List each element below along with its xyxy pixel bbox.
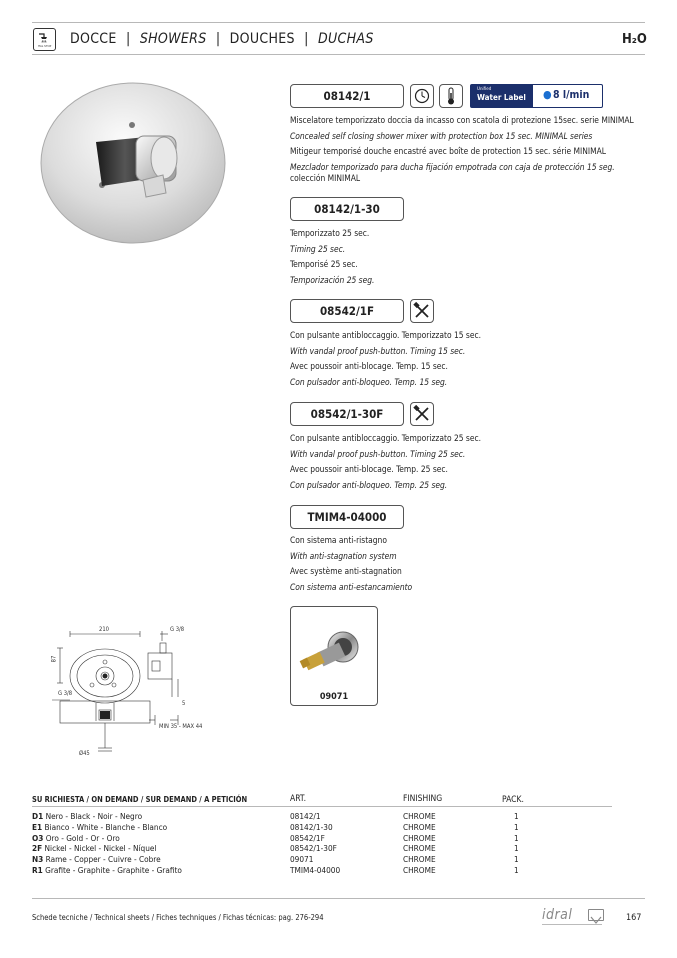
dim-width: 210 bbox=[99, 627, 109, 633]
desc-line: Temporización 25 seg. bbox=[290, 274, 375, 285]
desc-line: Timing 25 sec. bbox=[290, 243, 346, 254]
desc-line: Temporisé 25 sec. bbox=[290, 259, 358, 270]
table-cell: 1 bbox=[514, 854, 519, 865]
page-title bbox=[70, 31, 374, 47]
header-bottom-rule bbox=[32, 54, 645, 55]
product-description-08142-1-30 bbox=[290, 226, 374, 288]
column-pack: PACK. bbox=[502, 795, 524, 805]
table-cell: CHROME bbox=[403, 843, 436, 854]
desc-line: With anti-stagnation system bbox=[290, 550, 397, 561]
product-description-08542-1-30f bbox=[290, 431, 481, 493]
list-item: 2F Nickel - Nickel - Nickel - Níquel bbox=[32, 843, 157, 854]
footer-rule bbox=[32, 898, 645, 899]
dim-depth-range: MIN 35 - MAX 44 bbox=[159, 724, 203, 730]
finishes-header: SU RICHIESTA / ON DEMAND / SUR DEMAND / A PETICIÓN bbox=[32, 795, 248, 804]
product-description-08142-1 bbox=[290, 113, 634, 184]
desc-line: Con sistema anti-estancamiento bbox=[290, 581, 413, 592]
desc-line: Miscelatore temporizzato doccia da incasso con scatola di protezione 15sec. serie MINIMAL bbox=[290, 115, 634, 125]
finishes-list bbox=[32, 811, 182, 876]
water-drop-icon: ● bbox=[543, 88, 552, 101]
desc-line: Concealed self closing shower mixer with protection box 15 sec. MINIMAL series bbox=[290, 130, 593, 141]
product-code-08142-1-30: 08142/1-30 bbox=[290, 197, 404, 221]
thermometer-icon bbox=[439, 84, 463, 108]
table-cell: CHROME bbox=[403, 821, 436, 832]
desc-line: Temporizzato 25 sec. bbox=[290, 228, 370, 238]
table-cell: CHROME bbox=[403, 864, 436, 875]
desc-line: With vandal proof push-button. Timing 25 sec. bbox=[290, 448, 466, 459]
brand-logo-tagline bbox=[542, 924, 602, 925]
brand-logo-text: idral bbox=[542, 907, 573, 923]
desc-line: Avec poussoir anti-blocage. Temp. 15 sec. bbox=[290, 361, 448, 372]
table-cell: CHROME bbox=[403, 832, 436, 843]
list-item: O3 Oro - Gold - Or - Oro bbox=[32, 832, 120, 843]
desc-line: Mitigeur temporisé douche encastré avec boîte de protection 15 sec. série MINIMAL bbox=[290, 146, 606, 157]
accessory-code: 09071 bbox=[319, 692, 349, 702]
list-item: N3 Rame - Copper - Cuivre - Cobre bbox=[32, 854, 161, 865]
title-part-1: SHOWERS bbox=[139, 31, 207, 47]
tools-icon bbox=[410, 299, 434, 323]
product-description-08542-1f bbox=[290, 328, 481, 390]
title-part-2: DOUCHES bbox=[229, 31, 295, 47]
dim-thread-top: G 3/8 bbox=[170, 627, 185, 633]
title-part-3: DUCHAS bbox=[318, 31, 374, 47]
page-number: 167 bbox=[626, 913, 642, 923]
table-cell: 09071 bbox=[290, 854, 314, 865]
water-label-small-text: Unified bbox=[477, 87, 492, 92]
dim-height: 87 bbox=[51, 655, 58, 663]
product-code-08542-1f: 08542/1F bbox=[290, 299, 404, 323]
h2o-label: H₂O bbox=[622, 32, 647, 47]
technical-sheets-reference: Schede tecniche / Technical sheets / Fiches techniques / Fichas técnicas: pag. 276-294 bbox=[32, 913, 324, 922]
column-art: ART. bbox=[290, 794, 307, 804]
dim-plate: 5 bbox=[182, 701, 186, 707]
timer-icon bbox=[410, 84, 434, 108]
table-cell: 1 bbox=[514, 843, 519, 854]
brand-logo bbox=[540, 905, 606, 929]
brand-logo-mark bbox=[588, 909, 604, 921]
column-finishing: FINISHING bbox=[403, 794, 443, 804]
finishing-column bbox=[403, 811, 436, 876]
table-cell: CHROME bbox=[403, 811, 436, 821]
dim-diameter: Ø45 bbox=[79, 751, 90, 757]
shower-category-icon bbox=[33, 28, 56, 51]
desc-line: Con pulsador anti-bloqueo. Temp. 15 seg. bbox=[290, 376, 448, 387]
product-description-tmim4-04000 bbox=[290, 533, 412, 595]
header-top-rule bbox=[32, 22, 645, 23]
desc-line: Con sistema anti-ristagno bbox=[290, 535, 387, 545]
product-code-tmim4-04000: TMIM4-04000 bbox=[290, 505, 404, 529]
desc-line: Con pulsante antibloccaggio. Temporizzato 15 sec. bbox=[290, 330, 482, 340]
water-flow-rate: 8 l/min bbox=[553, 89, 590, 101]
desc-line: With vandal proof push-button. Timing 15 sec. bbox=[290, 345, 466, 356]
accessory-card-09071 bbox=[290, 606, 378, 706]
desc-line: Con pulsador anti-bloqueo. Temp. 25 seg. bbox=[290, 479, 448, 490]
title-separator: | bbox=[125, 31, 131, 47]
table-cell: 08142/1-30 bbox=[290, 821, 333, 832]
table-cell: 1 bbox=[514, 864, 519, 875]
accessory-photo bbox=[291, 607, 377, 687]
product-code-08142-1: 08142/1 bbox=[290, 84, 404, 108]
list-item: R1 Grafite - Graphite - Graphite - Grafito bbox=[32, 864, 182, 875]
shower-mixer-photo bbox=[38, 80, 226, 246]
table-cell: 1 bbox=[514, 832, 519, 843]
title-separator: | bbox=[215, 31, 221, 47]
tools-icon bbox=[410, 402, 434, 426]
table-cell: CHROME bbox=[403, 854, 436, 865]
shower-icon-label: ITAL STOP bbox=[37, 44, 52, 48]
title-part-0: DOCCE bbox=[70, 31, 117, 47]
table-cell: 1 bbox=[514, 811, 519, 821]
list-item: E1 Bianco - White - Blanche - Blanco bbox=[32, 821, 168, 832]
pack-column bbox=[514, 811, 519, 876]
table-cell: 08542/1F bbox=[290, 832, 325, 843]
dim-thread-side: G 3/8 bbox=[58, 691, 73, 697]
desc-line: Avec système anti-stagnation bbox=[290, 566, 402, 577]
desc-line: Avec poussoir anti-blocage. Temp. 25 sec. bbox=[290, 464, 448, 475]
list-item: D1 Nero - Black - Noir - Negro bbox=[32, 811, 143, 821]
art-column bbox=[290, 811, 340, 876]
table-rule bbox=[32, 806, 612, 807]
water-label-badge bbox=[470, 84, 603, 108]
product-code-08542-1-30f: 08542/1-30F bbox=[290, 402, 404, 426]
table-cell: 08542/1-30F bbox=[290, 843, 337, 854]
desc-line: Con pulsante antibloccaggio. Temporizzato 25 sec. bbox=[290, 433, 482, 443]
desc-line: Mezclador temporizado para ducha fijación empotrada con caja de protección 15 seg. bbox=[290, 161, 615, 172]
table-cell: 1 bbox=[514, 821, 519, 832]
title-separator: | bbox=[304, 31, 309, 47]
table-cell: TMIM4-04000 bbox=[290, 864, 341, 875]
water-label-text: Water Label bbox=[477, 93, 526, 102]
desc-line: colección MINIMAL bbox=[290, 172, 361, 183]
table-cell: 08142/1 bbox=[290, 811, 321, 821]
